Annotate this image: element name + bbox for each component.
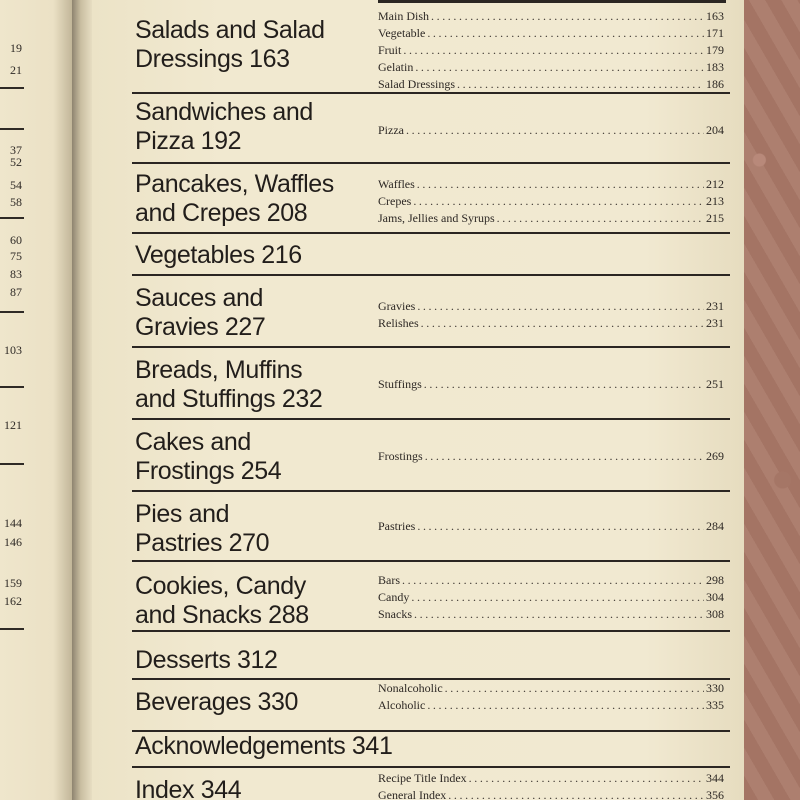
subsection-label: Alcoholic <box>378 698 426 712</box>
subsection-entry <box>378 448 724 465</box>
contents-page <box>92 0 744 800</box>
subsection-page-number: 213 <box>706 194 724 208</box>
contents-section <box>132 632 730 680</box>
subsection-entry <box>378 59 724 76</box>
subsection-page-number: 215 <box>706 211 724 225</box>
subsection-list <box>378 770 724 800</box>
subsection-label: Gravies <box>378 299 416 313</box>
contents-section <box>132 420 730 492</box>
subsection-label: Recipe Title Index <box>378 771 467 785</box>
subsection-label: Pizza <box>378 123 404 137</box>
subsection-page-number: 335 <box>706 698 724 712</box>
subsection-entry <box>378 787 724 800</box>
subsection-entry <box>378 76 724 93</box>
left-page-rule <box>0 217 24 219</box>
subsection-page-number: 163 <box>706 9 724 23</box>
subsection-entry <box>378 315 724 332</box>
dot-leader <box>457 76 704 93</box>
chapter-heading: Pies and Pastries 270 <box>135 500 270 557</box>
dot-leader <box>421 315 704 332</box>
subsection-page-number: 330 <box>706 681 724 695</box>
left-page-number: 37 <box>10 143 22 157</box>
subsection-list <box>378 122 724 139</box>
left-page-number: 87 <box>10 285 22 299</box>
subsection-entry <box>378 697 724 714</box>
dot-leader <box>411 589 704 606</box>
subsection-page-number: 269 <box>706 449 724 463</box>
chapter-heading: Acknowledgements 341 <box>135 732 393 760</box>
left-page-number: 21 <box>10 63 22 77</box>
contents-section <box>132 562 730 632</box>
chapter-heading: Pancakes, Waffles and Crepes 208 <box>135 170 334 227</box>
subsection-page-number: 251 <box>706 377 724 391</box>
subsection-label: Vegetable <box>378 26 426 40</box>
dot-leader <box>448 787 704 800</box>
book-gutter <box>72 0 94 800</box>
contents-section <box>132 732 730 768</box>
subsection-label: Waffles <box>378 177 415 191</box>
subsection-entry <box>378 572 724 589</box>
dot-leader <box>425 448 704 465</box>
previous-page <box>0 0 76 800</box>
left-page-number: 54 <box>10 178 22 192</box>
left-page-number: 144 <box>4 516 22 530</box>
subsection-page-number: 344 <box>706 771 724 785</box>
subsection-entry <box>378 193 724 210</box>
subsection-page-number: 186 <box>706 77 724 91</box>
dot-leader <box>417 518 704 535</box>
chapter-heading: Vegetables 216 <box>135 241 302 269</box>
left-page-rule <box>0 87 24 89</box>
dot-leader <box>403 42 704 59</box>
left-page-rule <box>0 628 24 630</box>
subsection-label: Jams, Jellies and Syrups <box>378 211 495 225</box>
left-page-rule <box>0 128 24 130</box>
subsection-page-number: 356 <box>706 788 724 800</box>
left-page-number: 19 <box>10 41 22 55</box>
subsection-label: Salad Dressings <box>378 77 455 91</box>
left-page-number: 146 <box>4 535 22 549</box>
subsection-label: Crepes <box>378 194 412 208</box>
subsection-entry <box>378 376 724 393</box>
dot-leader <box>427 697 704 714</box>
chapter-heading: Cakes and Frostings 254 <box>135 428 282 485</box>
subsection-entry <box>378 518 724 535</box>
subsection-label: Relishes <box>378 316 419 330</box>
chapter-heading: Index 344 <box>135 776 242 800</box>
dot-leader <box>445 680 704 697</box>
subsection-label: Stuffings <box>378 377 422 391</box>
subsection-page-number: 183 <box>706 60 724 74</box>
left-page-number: 75 <box>10 249 22 263</box>
subsection-label: Fruit <box>378 43 402 57</box>
subsection-entry <box>378 8 724 25</box>
subsection-list <box>378 518 724 535</box>
left-page-number: 121 <box>4 418 22 432</box>
top-rule <box>378 0 726 3</box>
chapter-heading: Salads and Salad Dressings 163 <box>135 16 325 73</box>
contents-section <box>132 492 730 562</box>
left-page-number: 58 <box>10 195 22 209</box>
left-page-number: 103 <box>4 343 22 357</box>
chapter-heading: Desserts 312 <box>135 646 278 674</box>
subsection-list <box>378 376 724 393</box>
dot-leader <box>469 770 704 787</box>
subsection-label: Nonalcoholic <box>378 681 443 695</box>
chapter-heading: Cookies, Candy and Snacks 288 <box>135 572 309 629</box>
dot-leader <box>414 606 704 623</box>
subsection-entry <box>378 680 724 697</box>
dot-leader <box>402 572 704 589</box>
subsection-page-number: 179 <box>706 43 724 57</box>
left-page-number: 83 <box>10 267 22 281</box>
contents-section <box>132 164 730 234</box>
subsection-label: General Index <box>378 788 447 800</box>
dot-leader <box>413 193 704 210</box>
subsection-entry <box>378 210 724 227</box>
dot-leader <box>417 176 704 193</box>
contents-section <box>132 234 730 276</box>
left-page-rule <box>0 311 24 313</box>
subsection-page-number: 231 <box>706 316 724 330</box>
left-page-rule <box>0 386 24 388</box>
subsection-entry <box>378 25 724 42</box>
subsection-entry <box>378 589 724 606</box>
subsection-page-number: 204 <box>706 123 724 137</box>
left-page-number: 52 <box>10 155 22 169</box>
chapter-heading: Beverages 330 <box>135 688 298 716</box>
dot-leader <box>431 8 704 25</box>
subsection-entry <box>378 770 724 787</box>
subsection-label: Main Dish <box>378 9 429 23</box>
left-page-rule <box>0 463 24 465</box>
contents-section <box>132 276 730 348</box>
subsection-page-number: 212 <box>706 177 724 191</box>
subsection-entry <box>378 298 724 315</box>
contents-section <box>132 680 730 732</box>
left-page-number: 162 <box>4 594 22 608</box>
subsection-label: Bars <box>378 573 400 587</box>
subsection-page-number: 304 <box>706 590 724 604</box>
contents-section <box>132 94 730 164</box>
left-page-number: 60 <box>10 233 22 247</box>
chapter-heading: Sandwiches and Pizza 192 <box>135 98 313 155</box>
chapter-heading: Sauces and Gravies 227 <box>135 284 266 341</box>
subsection-page-number: 284 <box>706 519 724 533</box>
subsection-page-number: 308 <box>706 607 724 621</box>
subsection-list <box>378 176 724 227</box>
subsection-list <box>378 448 724 465</box>
quilt-background <box>742 0 800 800</box>
subsection-label: Gelatin <box>378 60 414 74</box>
subsection-list <box>378 680 724 714</box>
subsection-page-number: 171 <box>706 26 724 40</box>
contents-section <box>132 8 730 94</box>
left-page-number: 159 <box>4 576 22 590</box>
subsection-page-number: 298 <box>706 573 724 587</box>
dot-leader <box>417 298 704 315</box>
subsection-entry <box>378 606 724 623</box>
contents-section <box>132 768 730 800</box>
subsection-label: Snacks <box>378 607 412 621</box>
subsection-label: Pastries <box>378 519 416 533</box>
subsection-list <box>378 572 724 623</box>
dot-leader <box>427 25 704 42</box>
dot-leader <box>406 122 704 139</box>
subsection-list <box>378 8 724 93</box>
dot-leader <box>497 210 704 227</box>
subsection-entry <box>378 42 724 59</box>
dot-leader <box>415 59 704 76</box>
contents-section <box>132 348 730 420</box>
subsection-page-number: 231 <box>706 299 724 313</box>
subsection-entry <box>378 122 724 139</box>
chapter-heading: Breads, Muffins and Stuffings 232 <box>135 356 323 413</box>
dot-leader <box>424 376 704 393</box>
subsection-label: Candy <box>378 590 410 604</box>
subsection-entry <box>378 176 724 193</box>
subsection-list <box>378 298 724 332</box>
subsection-label: Frostings <box>378 449 423 463</box>
